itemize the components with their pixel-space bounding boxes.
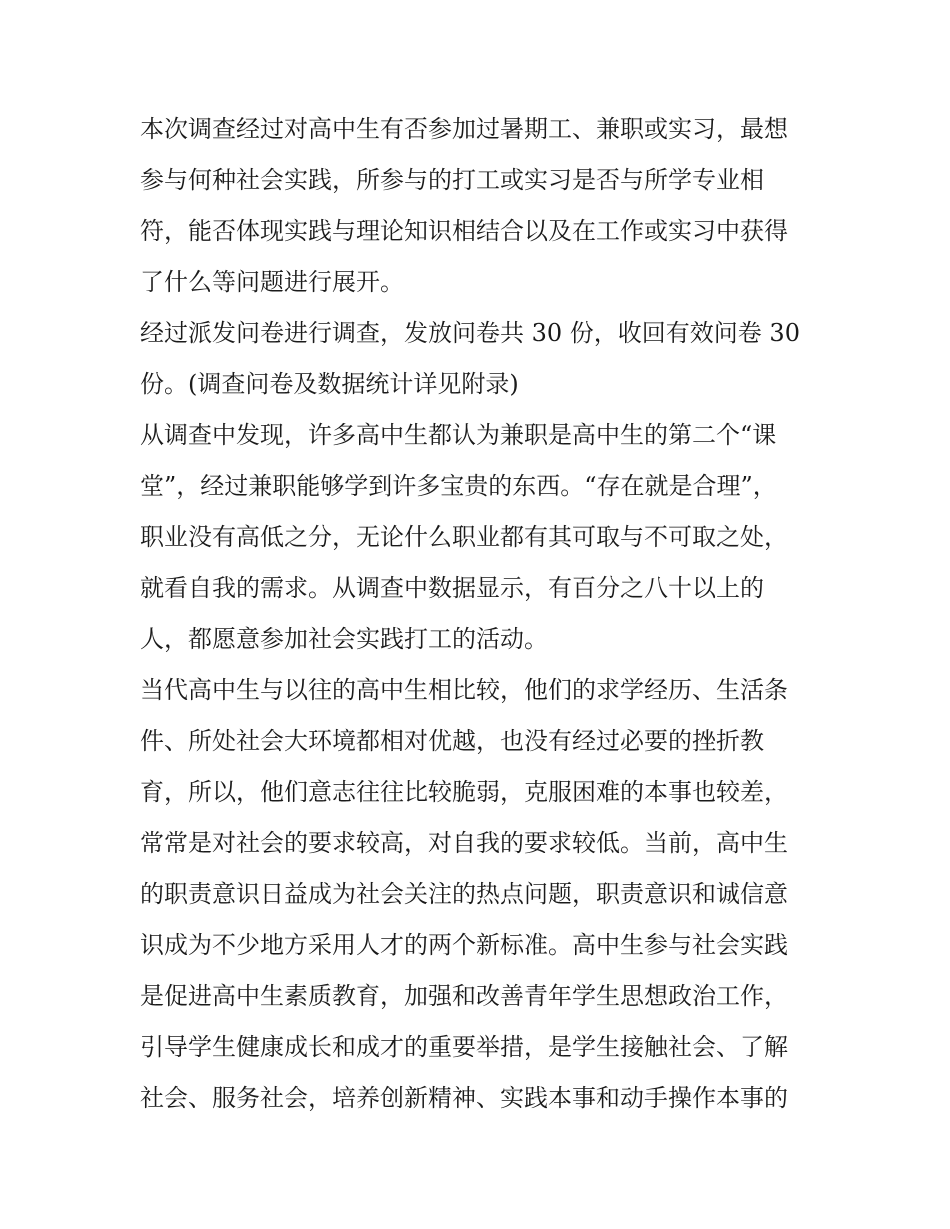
text-line: 符，能否体现实践与理论知识相结合以及在工作或实习中获得 [140,217,788,245]
text-line: 参与何种社会实践，所参与的打工或实习是否与所学专业相 [140,166,764,194]
text-line: 是促进高中生素质教育，加强和改善青年学生思想政治工作， [140,982,788,1010]
text-line: 从调查中发现，许多高中生都认为兼职是高中生的第二个“课 [140,421,777,449]
text-line: 识成为不少地方采用人才的两个新标准。高中生参与社会实践 [140,931,788,959]
text-line: 本次调查经过对高中生有否参加过暑期工、兼职或实习，最想 [140,115,788,143]
paragraph-analysis [140,665,812,1124]
text-line: 了什么等问题进行展开。 [140,268,404,296]
text-line: 育，所以，他们意志往往比较脆弱，克服困难的本事也较差， [140,778,788,806]
text-line: 的职责意识日益成为社会关注的热点问题，职责意识和诚信意 [140,880,788,908]
text-line: 堂”，经过兼职能够学到许多宝贵的东西。“存在就是合理”， [140,472,777,500]
text-line: 就看自我的需求。从调查中数据显示，有百分之八十以上的 [140,574,764,602]
paragraph-survey-method [140,308,812,410]
text-line: 经过派发问卷进行调查，发放问卷共 30 份，收回有效问卷 30 [140,319,800,347]
paragraph-survey-scope [140,104,812,308]
text-line: 职业没有高低之分，无论什么职业都有其可取与不可取之处， [140,523,788,551]
document-body [140,104,812,1124]
paragraph-survey-findings [140,410,812,665]
text-line: 件、所处社会大环境都相对优越，也没有经过必要的挫折教 [140,727,764,755]
text-line: 人，都愿意参加社会实践打工的活动。 [140,625,548,653]
text-line: 份。(调查问卷及数据统计详见附录) [140,370,519,398]
text-line: 社会、服务社会，培养创新精神、实践本事和动手操作本事的 [140,1084,788,1112]
text-line: 常常是对社会的要求较高，对自我的要求较低。当前，高中生 [140,829,788,857]
text-line: 当代高中生与以往的高中生相比较，他们的求学经历、生活条 [140,676,788,704]
text-line: 引导学生健康成长和成才的重要举措，是学生接触社会、了解 [140,1033,788,1061]
